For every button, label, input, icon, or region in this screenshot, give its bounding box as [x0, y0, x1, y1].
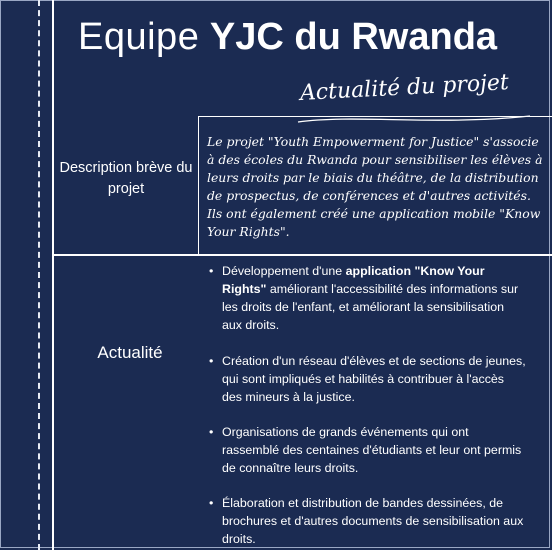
list-item-bold-text: application "Know Your Rights"	[222, 264, 485, 296]
list-item-text-end: améliorant l'accessibilité des informations sur les droits de l'enfant, et améliorant la sensibilisation aux droits.	[222, 282, 519, 332]
description-text: Le projet "Youth Empowerment for Justice" s'associe à des écoles du Rwanda pour sensibiliser les élèves à leurs droits par le biais du théâtre, de la distribution de prospectus, de conférences et d'autres activités. Ils ont également créé une application mobile "Know Your Rights".	[207, 134, 543, 239]
actualite-label: Actualité	[97, 343, 163, 362]
page-title	[78, 14, 548, 60]
title-light: Equipe	[78, 16, 200, 58]
bullet-icon: •	[209, 496, 214, 510]
table-row-divider	[53, 254, 552, 256]
bullet-icon: •	[209, 425, 214, 439]
list-item-text: Développement d'une	[222, 264, 346, 278]
solid-margin-line	[52, 0, 54, 550]
table-top-border	[198, 116, 552, 117]
section-subtitle: Actualité du projet	[299, 70, 510, 106]
list-item	[209, 262, 527, 334]
subtitle-swash-decoration	[296, 112, 532, 126]
actualite-list	[209, 262, 527, 548]
dashed-margin-line	[38, 0, 40, 550]
list-item	[209, 494, 527, 548]
description-label: Description brève du projet	[59, 160, 193, 197]
bullet-icon: •	[209, 264, 214, 278]
list-item-text: Organisations de grands événements qui ont rassemblé des centaines d'étudiants et leur ont permis de connaître leurs droits.	[222, 425, 522, 475]
list-item	[209, 423, 527, 477]
list-item-text: Élaboration et distribution de bandes dessinées, de brochures et d'autres documents de sensibilisation aux droits.	[222, 496, 524, 546]
list-item	[209, 352, 527, 406]
table-column-divider	[198, 116, 199, 256]
list-item-text: Création d'un réseau d'élèves et de sections de jeunes, qui sont impliqués et habilités à contribuer à l'accès des mineurs à la justice.	[222, 354, 526, 404]
title-bold: YJC du Rwanda	[209, 16, 498, 58]
bullet-icon: •	[209, 354, 214, 368]
